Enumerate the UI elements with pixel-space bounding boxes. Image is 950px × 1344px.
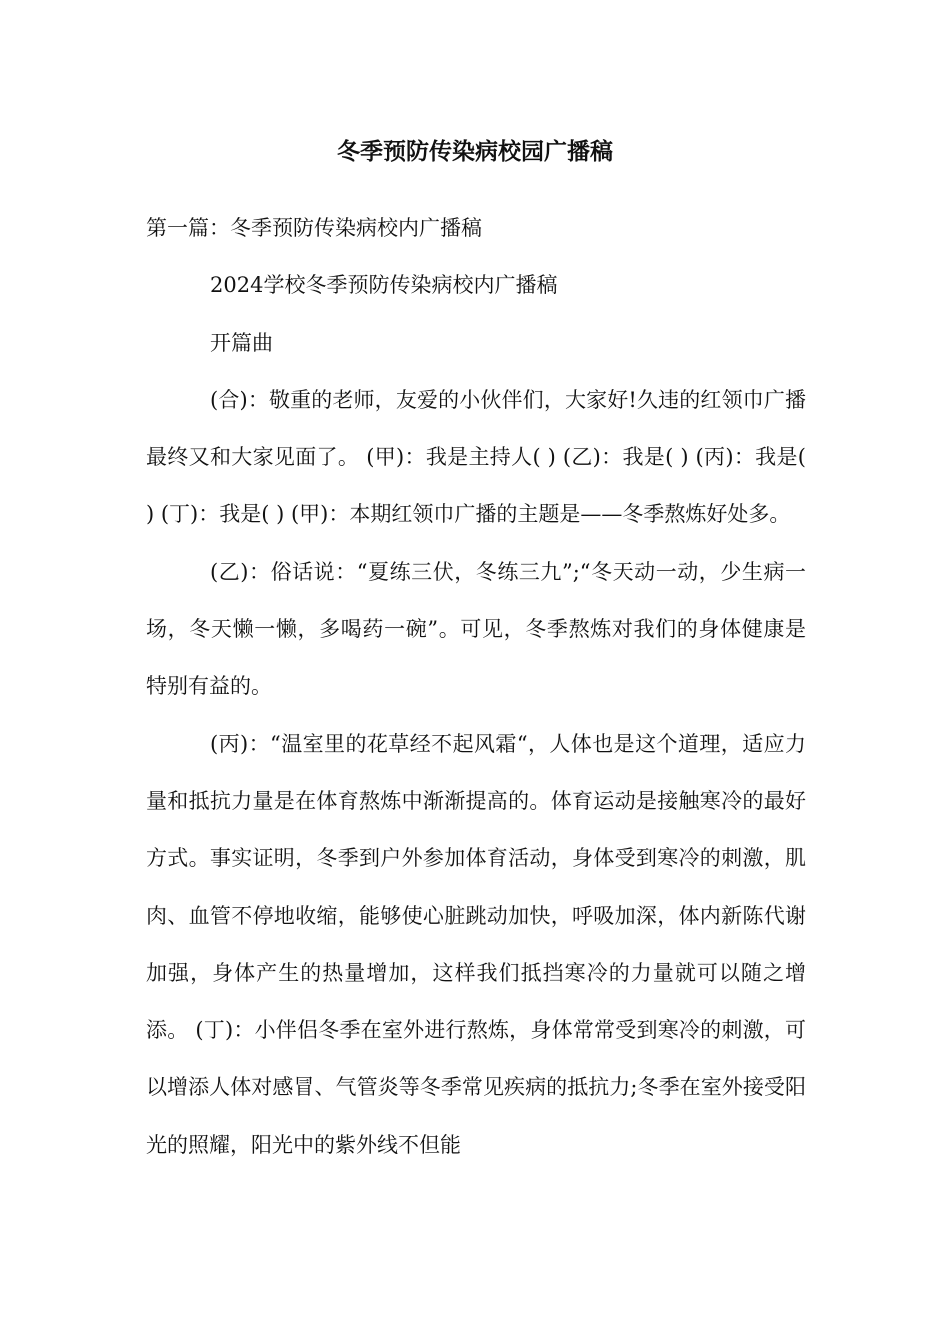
paragraph: 开篇曲 <box>210 330 273 355</box>
document-body <box>146 200 806 1174</box>
document-title: 冬季预防传染病校园广播稿 <box>337 139 613 165</box>
paragraph: (合)：敬重的老师，友爱的小伙伴们，大家好!久违的红领巾广播最终又和大家见面了。 (甲)：我是主持人( ) (乙)：我是( ) (丙)：我是( ) (丁)：我是( ) (甲)：本期红领巾广播的主题是——冬季熬炼好处多。 <box>146 387 806 527</box>
paragraph-heading: 第一篇：冬季预防传染病校内广播稿 <box>146 216 482 240</box>
paragraph: 2024学校冬季预防传染病校内广播稿 <box>210 273 558 298</box>
paragraph: (丙)：“温室里的花草经不起风霜“，人体也是这个道理，适应力量和抵抗力量是在体育熬炼中渐渐提高的。体育运动是接触寒冷的最好方式。事实证明，冬季到户外参加体育活动，身体受到寒冷的刺激，肌肉、血管不停地收缩，能够使心脏跳动加快，呼吸加深，体内新陈代谢加强，身体产生的热量增加，这样我们抵挡寒冷的力量就可以随之增添。 (丁)：小伴侣冬季在室外进行熬炼，身体常常受到寒冷的刺激，可以增添人体对感冒、气管炎等冬季常见疾病的抵抗力;冬季在室外接受阳光的照耀，阳光中的紫外线不但能 <box>146 731 806 1157</box>
paragraph: (乙)：俗话说：“夏练三伏，冬练三九”;“冬天动一动，少生病一场，冬天懒一懒，多喝药一碗”。可见，冬季熬炼对我们的身体健康是特别有益的。 <box>146 559 806 699</box>
